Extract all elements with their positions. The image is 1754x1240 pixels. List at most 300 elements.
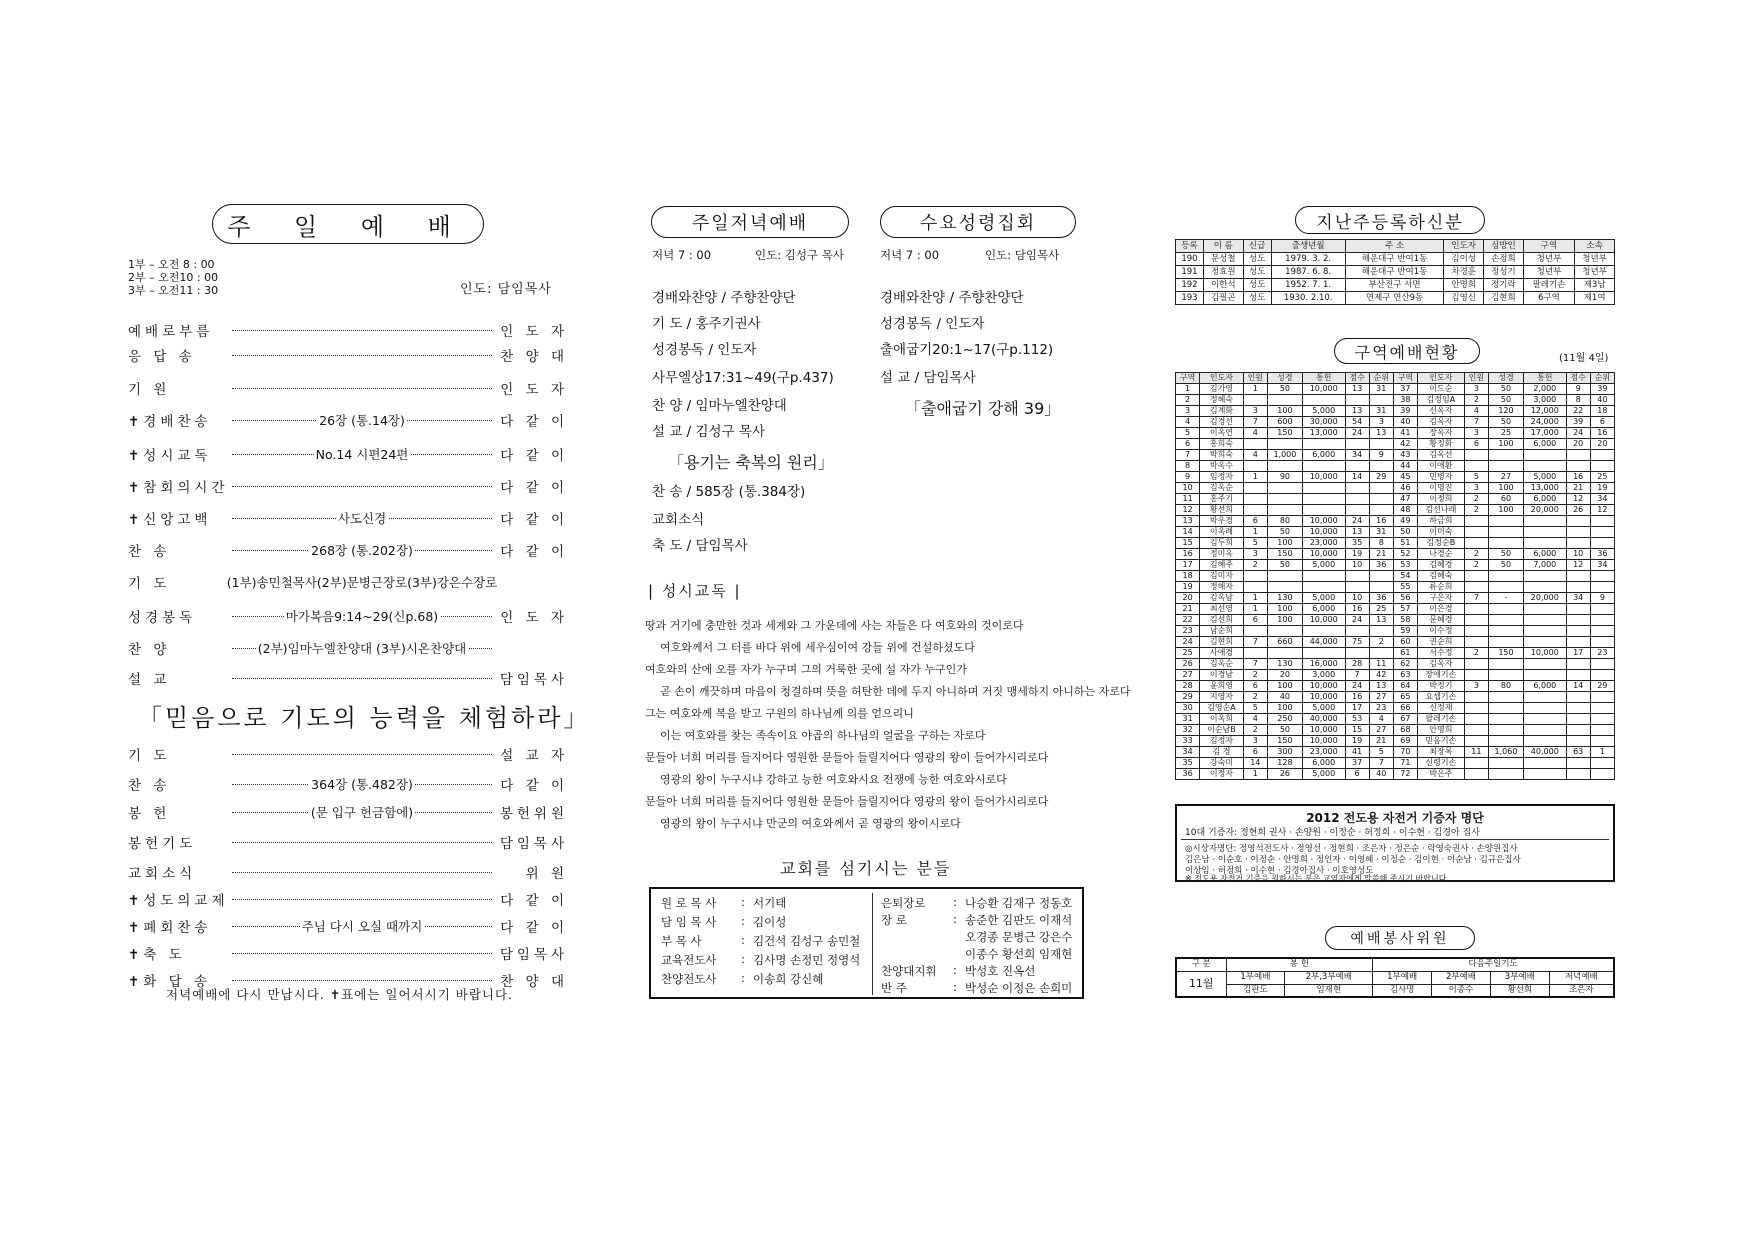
- district-cell: 김선희: [1200, 615, 1244, 626]
- district-cell: 구은자: [1417, 593, 1464, 604]
- order-detail: 마가복음9:14~29(신p.68): [285, 608, 439, 624]
- evening-line: 축 도 / 담임목사: [652, 538, 748, 554]
- district-cell: 16,000: [1302, 659, 1345, 670]
- district-cell: [1524, 692, 1567, 703]
- district-cell: [1464, 703, 1488, 714]
- table-row: [1176, 483, 1615, 494]
- service-val: 조은자: [1549, 984, 1614, 997]
- district-cell: [1488, 769, 1523, 780]
- table-row: [1176, 659, 1615, 670]
- district-cell: 6,000: [1302, 450, 1345, 461]
- district-cell: [1267, 461, 1302, 472]
- district-cell: 10,000: [1524, 648, 1567, 659]
- district-cell: 62: [1393, 659, 1417, 670]
- district-cell: [1566, 571, 1590, 582]
- district-cell: 6: [1243, 681, 1267, 692]
- service-val: 김판도: [1226, 984, 1285, 997]
- district-cell: [1302, 648, 1345, 659]
- district-cell: [1590, 692, 1614, 703]
- district-cell: 5: [1243, 538, 1267, 549]
- staff-row: [881, 963, 1035, 979]
- district-cell: 24: [1345, 681, 1369, 692]
- staff-names: 김사명 손정민 정영석: [753, 953, 861, 967]
- district-cell: 6,000: [1302, 758, 1345, 769]
- district-cell: 6,000: [1302, 604, 1345, 615]
- district-cell: 2: [1176, 395, 1200, 406]
- district-cell: 38: [1393, 395, 1417, 406]
- district-cell: 40: [1369, 769, 1393, 780]
- district-cell: 60: [1393, 637, 1417, 648]
- district-cell: 7: [1345, 670, 1369, 681]
- district-cell: 32: [1176, 725, 1200, 736]
- district-cell: 250: [1267, 714, 1302, 725]
- staff-role: 장 로: [881, 913, 907, 927]
- district-cell: 39: [1590, 384, 1614, 395]
- district-cell: 1: [1243, 472, 1267, 483]
- district-cell: [1267, 648, 1302, 659]
- order-row: [128, 943, 568, 963]
- order-leader-line: [232, 486, 492, 487]
- table-row: [1176, 417, 1615, 428]
- district-cell: 28: [1176, 681, 1200, 692]
- district-cell: 12,000: [1524, 406, 1567, 417]
- district-cell: [1488, 571, 1523, 582]
- district-cell: 5,000: [1302, 769, 1345, 780]
- district-cell: 이경남: [1200, 670, 1244, 681]
- order-person: 인 도 자: [500, 324, 568, 340]
- district-cell: 4: [1243, 428, 1267, 439]
- district-cell: 45: [1393, 472, 1417, 483]
- service-val: 김사명: [1373, 984, 1432, 997]
- district-cell: 50: [1267, 384, 1302, 395]
- district-cell: 4: [1243, 450, 1267, 461]
- order-detail: No.14 시편24편: [315, 446, 409, 462]
- district-cell: 이정자: [1200, 769, 1244, 780]
- order-label: 봉 헌: [128, 806, 171, 822]
- staff-names: 서기태: [753, 896, 787, 910]
- district-cell: 65: [1393, 692, 1417, 703]
- district-cell: [1488, 692, 1523, 703]
- staff-row: [881, 912, 1072, 928]
- district-cell: 8: [1176, 461, 1200, 472]
- district-cell: [1566, 758, 1590, 769]
- order-leader-line: [232, 446, 492, 462]
- district-cell: 김정순B: [1417, 538, 1464, 549]
- order-detail: 268장 (통.202장): [311, 542, 413, 558]
- district-cell: [1488, 714, 1523, 725]
- district-cell: 이애환: [1417, 461, 1464, 472]
- table-row: [1176, 494, 1615, 505]
- staff-row: [661, 971, 823, 987]
- newcomers-cell: 191: [1176, 266, 1204, 279]
- district-cell: 10,000: [1302, 527, 1345, 538]
- district-cell: 8: [1369, 538, 1393, 549]
- table-row: [1176, 560, 1615, 571]
- district-cell: 13: [1369, 428, 1393, 439]
- order-person: 봉헌위원: [499, 806, 568, 822]
- district-cell: [1590, 527, 1614, 538]
- newcomers-table: [1175, 239, 1615, 305]
- district-cell: [1464, 692, 1488, 703]
- service-title: 예배봉사위원: [1325, 926, 1475, 950]
- district-cell: [1524, 703, 1567, 714]
- district-cell: 김혜숙: [1417, 571, 1464, 582]
- district-cell: 42: [1393, 439, 1417, 450]
- order-label: ✝참회의시간: [128, 480, 229, 496]
- order-leader-line: [232, 980, 492, 981]
- district-cell: [1566, 516, 1590, 527]
- district-cell: 6: [1464, 439, 1488, 450]
- bike-divider: [1181, 839, 1609, 840]
- reading-line: 문들아 너희 머리를 들지어다 영원한 문들아 들릴지어다 영광의 왕이 들어가시리로다: [645, 795, 1049, 808]
- district-cell: [1524, 538, 1567, 549]
- district-cell: 46: [1393, 483, 1417, 494]
- district-cell: 14: [1345, 472, 1369, 483]
- newcomers-cell: 6구역: [1523, 292, 1575, 305]
- staff-row: [661, 914, 786, 930]
- newcomers-cell: 안명희: [1444, 279, 1484, 292]
- district-cell: 51: [1393, 538, 1417, 549]
- order-leader-line: [232, 412, 492, 428]
- district-cell: 이순남B: [1200, 725, 1244, 736]
- district-cell: 2,000: [1524, 384, 1567, 395]
- table-row: [1176, 637, 1615, 648]
- district-cell: 36: [1590, 549, 1614, 560]
- district-cell: [1267, 395, 1302, 406]
- district-cell: 5: [1369, 747, 1393, 758]
- district-cell: 20: [1590, 439, 1614, 450]
- order-leader-line: [232, 608, 492, 624]
- district-cell: [1566, 604, 1590, 615]
- staff-sep: [953, 946, 965, 962]
- district-cell: [1566, 461, 1590, 472]
- district-cell: 61: [1393, 648, 1417, 659]
- district-cell: [1590, 626, 1614, 637]
- district-cell: 24: [1345, 428, 1369, 439]
- district-header: 성경: [1267, 373, 1302, 384]
- district-cell: 10: [1345, 560, 1369, 571]
- district-cell: 김혜주: [1200, 560, 1244, 571]
- order-label: ✝성시교독: [128, 448, 212, 464]
- district-cell: 나경순: [1417, 549, 1464, 560]
- district-cell: 16: [1566, 472, 1590, 483]
- district-cell: 34: [1345, 450, 1369, 461]
- order-row: [128, 378, 568, 398]
- district-cell: 4: [1176, 417, 1200, 428]
- staff-sep: [953, 929, 965, 945]
- order-person: 다 같 이: [500, 778, 568, 794]
- evening-line: 경배와찬양 / 주향찬양단: [652, 290, 796, 306]
- district-cell: 27: [1176, 670, 1200, 681]
- order-label: 예배로부름: [128, 324, 214, 340]
- reading-line: 이는 여호와를 찾는 족속이요 야곱의 하나님의 얼굴을 구하는 자로다: [660, 729, 986, 742]
- order-row: [128, 606, 568, 626]
- district-cell: 9: [1590, 593, 1614, 604]
- district-cell: 20: [1566, 439, 1590, 450]
- district-cell: [1464, 725, 1488, 736]
- district-cell: [1302, 571, 1345, 582]
- newcomers-cell: 연제구 연산9동: [1345, 292, 1444, 305]
- newcomers-cell: 1987. 6. 8.: [1271, 266, 1345, 279]
- district-cell: 하금희: [1417, 516, 1464, 527]
- newcomers-cell: 이한석: [1203, 279, 1243, 292]
- table-row: [1176, 703, 1615, 714]
- district-cell: 16: [1590, 428, 1614, 439]
- district-cell: 5,000: [1302, 593, 1345, 604]
- district-header: 성경: [1488, 373, 1523, 384]
- district-cell: [1566, 714, 1590, 725]
- order-person: 다 같 이: [500, 920, 568, 936]
- district-cell: 60: [1488, 494, 1523, 505]
- order-leader-line: [232, 542, 492, 558]
- district-header: 인원: [1464, 373, 1488, 384]
- order-row: [128, 862, 568, 882]
- district-cell: 안명희: [1417, 725, 1464, 736]
- district-cell: 9: [1369, 450, 1393, 461]
- district-cell: [1464, 538, 1488, 549]
- order-leader-line: [232, 918, 492, 934]
- district-cell: 김가영: [1200, 384, 1244, 395]
- district-cell: 1: [1590, 747, 1614, 758]
- district-cell: [1590, 637, 1614, 648]
- district-cell: 10: [1345, 593, 1369, 604]
- district-cell: 100: [1267, 615, 1302, 626]
- district-cell: [1488, 626, 1523, 637]
- time-1: 1부 – 오전 8 : 00: [128, 258, 215, 271]
- district-cell: 홍희숙: [1200, 439, 1244, 450]
- table-row: [1176, 571, 1615, 582]
- district-cell: [1243, 494, 1267, 505]
- district-cell: 23,000: [1302, 747, 1345, 758]
- order-leader-line: [232, 754, 492, 755]
- district-cell: [1302, 395, 1345, 406]
- district-cell: [1464, 516, 1488, 527]
- newcomers-header: 심방인: [1484, 240, 1524, 253]
- order-row: [128, 444, 568, 464]
- district-cell: 6: [1243, 516, 1267, 527]
- district-cell: 49: [1393, 516, 1417, 527]
- order-label: ✝폐회찬송: [128, 920, 212, 936]
- district-cell: 박은주: [1417, 769, 1464, 780]
- district-cell: 22: [1176, 615, 1200, 626]
- newcomers-cell: 청년부: [1523, 266, 1575, 279]
- evening-time: 저녁 7 : 00: [652, 248, 712, 262]
- district-cell: [1566, 769, 1590, 780]
- newcomers-cell: 성도: [1243, 253, 1271, 266]
- district-cell: [1464, 461, 1488, 472]
- district-header: 순위: [1590, 373, 1614, 384]
- newcomers-header: 인도자: [1444, 240, 1484, 253]
- newcomers-cell: 차경훈: [1444, 266, 1484, 279]
- staff-names: 오경종 문병근 강은수: [965, 930, 1073, 944]
- order-row: [128, 540, 568, 560]
- district-title: 구역예배현황: [1334, 338, 1480, 364]
- district-cell: 10,000: [1302, 692, 1345, 703]
- district-cell: [1243, 483, 1267, 494]
- district-cell: 19: [1590, 483, 1614, 494]
- district-cell: 20: [1267, 670, 1302, 681]
- newcomers-cell: 정성기: [1484, 266, 1524, 279]
- district-cell: 36: [1176, 769, 1200, 780]
- district-cell: [1590, 758, 1614, 769]
- district-cell: 3: [1243, 549, 1267, 560]
- order-detail: (1부)송민철목사(2부)문병근장로(3부)강은수장로: [226, 574, 498, 590]
- order-person: 다 같 이: [500, 480, 568, 496]
- district-cell: 16: [1345, 692, 1369, 703]
- district-cell: 5,000: [1302, 560, 1345, 571]
- district-cell: 27: [1488, 472, 1523, 483]
- order-label: 찬 송: [128, 544, 171, 560]
- district-cell: 39: [1393, 406, 1417, 417]
- order-label: ✝성도의교제: [128, 893, 229, 909]
- order-person: 인 도 자: [500, 610, 568, 626]
- district-cell: 김옥자: [1417, 659, 1464, 670]
- district-cell: [1488, 527, 1523, 538]
- staff-row: [881, 946, 1072, 962]
- district-cell: 신정재: [1417, 703, 1464, 714]
- district-cell: 김정자: [1200, 736, 1244, 747]
- staff-names: 송준한 김판도 이재석: [965, 913, 1073, 927]
- district-cell: 100: [1267, 604, 1302, 615]
- table-row: [1176, 439, 1615, 450]
- district-cell: [1302, 582, 1345, 593]
- district-cell: [1345, 571, 1369, 582]
- district-cell: 56: [1393, 593, 1417, 604]
- district-cell: 7: [1176, 450, 1200, 461]
- sunday-leader: 인도: 담임목사: [460, 282, 552, 297]
- district-cell: 13: [1176, 516, 1200, 527]
- district-cell: [1488, 582, 1523, 593]
- district-cell: [1590, 461, 1614, 472]
- newcomers-cell: 청년부: [1575, 253, 1615, 266]
- district-cell: 이옥례: [1200, 527, 1244, 538]
- district-cell: [1267, 582, 1302, 593]
- district-cell: 30,000: [1302, 417, 1345, 428]
- reading-line: 곧 손이 깨끗하며 마음이 청결하며 뜻을 허탄한 데에 두지 아니하며 거짓 맹세하지 아니하는 자로다: [660, 685, 1131, 698]
- district-cell: 37: [1345, 758, 1369, 769]
- district-cell: 6: [1243, 747, 1267, 758]
- staff-names: 이종수 황선희 임재현: [965, 947, 1073, 961]
- table-row: [1176, 626, 1615, 637]
- district-cell: 34: [1566, 593, 1590, 604]
- reading-line: 그는 여호와께 복을 받고 구원의 하나님께 의를 얻으리니: [645, 707, 914, 720]
- district-cell: 31: [1369, 406, 1393, 417]
- district-cell: [1369, 571, 1393, 582]
- district-cell: [1590, 769, 1614, 780]
- district-cell: [1590, 538, 1614, 549]
- district-cell: 3: [1464, 428, 1488, 439]
- district-cell: 54: [1345, 417, 1369, 428]
- newcomers-header: 소속: [1575, 240, 1615, 253]
- district-cell: 25: [1369, 604, 1393, 615]
- district-cell: 17: [1176, 560, 1200, 571]
- staff-box: [649, 887, 1084, 999]
- district-cell: 50: [1488, 384, 1523, 395]
- reading-line: 문들아 너희 머리를 들지어다 영원한 문들아 들릴지어다 영광의 왕이 들어가시리로다: [645, 751, 1049, 764]
- newcomers-cell: 해운대구 반여1동: [1345, 266, 1444, 279]
- district-cell: 24: [1176, 637, 1200, 648]
- newcomers-cell: 김이성: [1444, 253, 1484, 266]
- district-cell: 11: [1464, 747, 1488, 758]
- order-label: 응 답 송: [128, 349, 196, 365]
- district-cell: 40: [1393, 417, 1417, 428]
- district-cell: [1488, 725, 1523, 736]
- district-cell: [1464, 736, 1488, 747]
- district-cell: 임정자: [1200, 472, 1244, 483]
- bike-line4: 이상임 · 허정희 · 이수현 · 김경아집사 · 이호영성도: [1185, 866, 1374, 876]
- district-cell: 80: [1267, 516, 1302, 527]
- district-cell: [1590, 615, 1614, 626]
- staff-sep: :: [741, 971, 745, 985]
- sunday-footer: 저녁예배에 다시 만납시다. ✝표에는 일어서시기 바랍니다.: [166, 987, 514, 1002]
- order-person: 찬 양 대: [500, 349, 568, 365]
- district-cell: 15: [1176, 538, 1200, 549]
- district-cell: 71: [1393, 758, 1417, 769]
- district-cell: 박정기: [1417, 681, 1464, 692]
- district-cell: [1369, 648, 1393, 659]
- order-label: 찬 송: [128, 778, 171, 794]
- order-detail: (2부)임마누엘찬양대 (3부)시온찬양대: [257, 640, 467, 656]
- district-cell: 41: [1345, 747, 1369, 758]
- district-cell: 1: [1243, 604, 1267, 615]
- district-cell: [1302, 505, 1345, 516]
- district-cell: 2: [1464, 560, 1488, 571]
- district-cell: 100: [1488, 505, 1523, 516]
- district-cell: [1243, 439, 1267, 450]
- district-cell: 39: [1566, 417, 1590, 428]
- district-cell: 김옥남: [1200, 593, 1244, 604]
- newcomers-header: 구역: [1523, 240, 1575, 253]
- district-cell: 16: [1345, 604, 1369, 615]
- newcomers-header: 등록: [1176, 240, 1204, 253]
- newcomers-cell: 청년부: [1575, 266, 1615, 279]
- district-cell: 26: [1176, 659, 1200, 670]
- district-cell: 10: [1566, 549, 1590, 560]
- district-cell: 7: [1243, 659, 1267, 670]
- district-cell: [1524, 604, 1567, 615]
- district-cell: 김옥자: [1417, 417, 1464, 428]
- district-cell: [1345, 626, 1369, 637]
- table-row: [1176, 450, 1615, 461]
- district-cell: 3: [1464, 483, 1488, 494]
- staff-row: [881, 895, 1072, 911]
- district-cell: 43: [1393, 450, 1417, 461]
- district-cell: [1590, 714, 1614, 725]
- district-cell: 서수정: [1417, 648, 1464, 659]
- district-cell: 10,000: [1302, 516, 1345, 527]
- district-cell: [1488, 637, 1523, 648]
- wednesday-line: 설 교 / 담임목사: [880, 370, 976, 386]
- wednesday-line: 성경봉독 / 인도자: [880, 316, 985, 332]
- newcomers-header: 출생년월: [1271, 240, 1345, 253]
- staff-title: 교회를 섬기시는 분들: [780, 859, 952, 878]
- district-cell: [1464, 637, 1488, 648]
- bike-line5: ※ 전도용 자전거 기증을 원하시는 분은 교역자에게 말씀해 주시기 바랍니다.: [1185, 874, 1449, 883]
- district-cell: 41: [1393, 428, 1417, 439]
- district-cell: 이정희: [1417, 494, 1464, 505]
- district-cell: 권순희: [1417, 637, 1464, 648]
- table-row: [1176, 549, 1615, 560]
- order-detail: 사도신경: [337, 510, 387, 526]
- district-cell: 1: [1243, 593, 1267, 604]
- district-cell: 김미자: [1200, 571, 1244, 582]
- district-header: 통헌: [1524, 373, 1567, 384]
- newcomers-cell: 정기락: [1484, 279, 1524, 292]
- district-cell: 24: [1566, 428, 1590, 439]
- district-cell: 김경선: [1200, 417, 1244, 428]
- district-cell: 6,000: [1524, 549, 1567, 560]
- district-cell: 2: [1243, 725, 1267, 736]
